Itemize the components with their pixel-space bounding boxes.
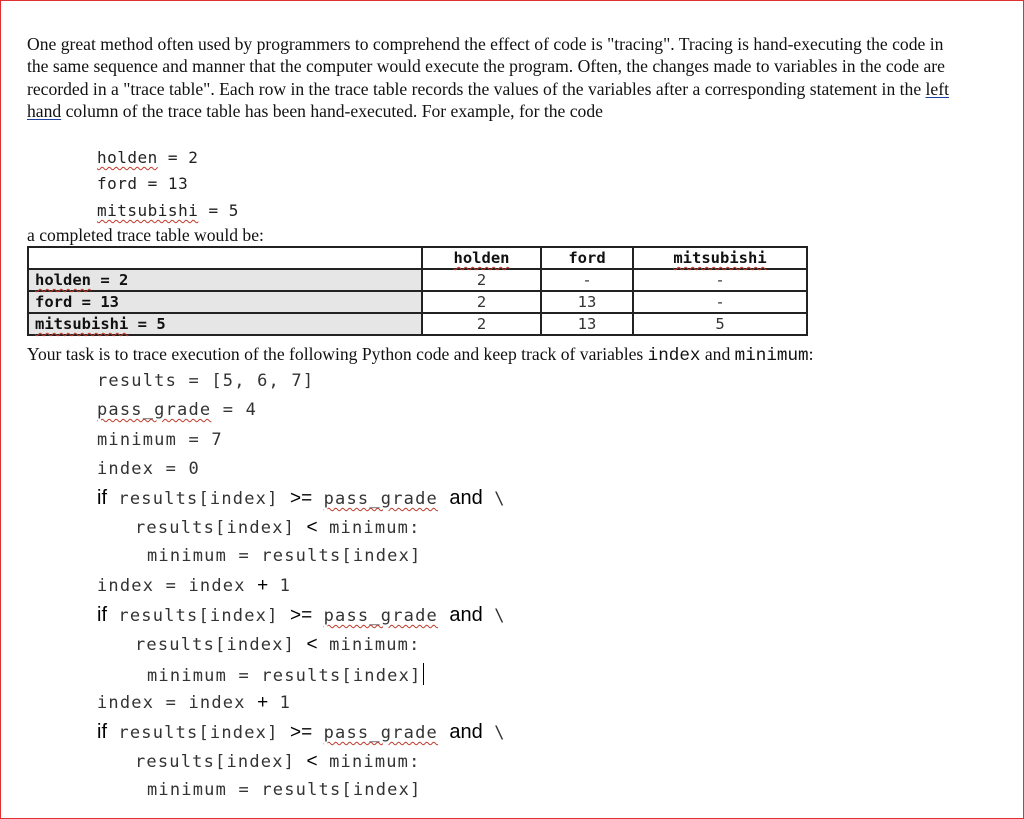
example-line-2: ford = 13: [97, 174, 189, 193]
example-line-1: holden = 2: [97, 148, 199, 167]
cell-ford: -: [541, 269, 633, 291]
cell-mitsubishi: -: [633, 291, 807, 313]
code-if-2: if results[index] >= pass_grade and \: [97, 604, 506, 626]
code-line-pass-grade: pass_grade = 4: [97, 400, 258, 420]
header-ford: ford: [541, 247, 633, 269]
trace-table: [27, 246, 808, 336]
left-hand-underlined: left hand: [27, 78, 949, 122]
cell-ford: 13: [541, 313, 633, 335]
row-label: holden = 2: [28, 269, 422, 291]
code-increment-2: index = index + 1: [97, 692, 292, 713]
code-line-results: results = [5, 6, 7]: [97, 371, 315, 391]
example-line-3: mitsubishi = 5: [97, 201, 239, 220]
code-assign-1: minimum = results[index]: [147, 546, 422, 566]
code-if-1: if results[index] >= pass_grade and \: [97, 487, 506, 509]
trace-table-row: [28, 291, 807, 313]
cell-mitsubishi: 5: [633, 313, 807, 335]
code-assign-3: minimum = results[index]: [147, 780, 422, 800]
trace-table-header-row: [28, 247, 807, 269]
code-cond-1: results[index] < minimum:: [135, 517, 421, 538]
code-line-index: index = 0: [97, 459, 200, 479]
intro-paragraph: One great method often used by programmers to comprehend the effect of code is "tracing". Tracing is hand-executing the code in the same sequence and manner that the computer would execute the program. Often, the changes made to variables in the code are recorded in a "trace table". Each row in the trace table records the values of the variables after a corresponding statement in the left hand column of the trace table has been hand-executed. For example, for the code: [27, 34, 949, 122]
code-line-minimum: minimum = 7: [97, 430, 223, 450]
code-assign-2: minimum = results[index]: [147, 663, 424, 686]
cell-holden: 2: [422, 269, 541, 291]
blank-corner-cell: [28, 247, 422, 269]
cell-mitsubishi: -: [633, 269, 807, 291]
cell-holden: 2: [422, 313, 541, 335]
code-increment-1: index = index + 1: [97, 575, 292, 596]
trace-table-row: [28, 269, 807, 291]
cell-ford: 13: [541, 291, 633, 313]
code-cond-3: results[index] < minimum:: [135, 751, 421, 772]
trace-table-row: [28, 313, 807, 335]
code-if-3: if results[index] >= pass_grade and \: [97, 721, 506, 743]
code-cond-2: results[index] < minimum:: [135, 634, 421, 655]
row-label: mitsubishi = 5: [28, 313, 422, 335]
header-mitsubishi: mitsubishi: [633, 247, 807, 269]
header-holden: holden: [422, 247, 541, 269]
row-label: ford = 13: [28, 291, 422, 313]
completed-trace-text: a completed trace table would be:: [27, 225, 264, 245]
text-cursor: [423, 663, 424, 685]
task-text: Your task is to trace execution of the following Python code and keep track of variables index and minimum:: [27, 344, 814, 366]
cell-holden: 2: [422, 291, 541, 313]
